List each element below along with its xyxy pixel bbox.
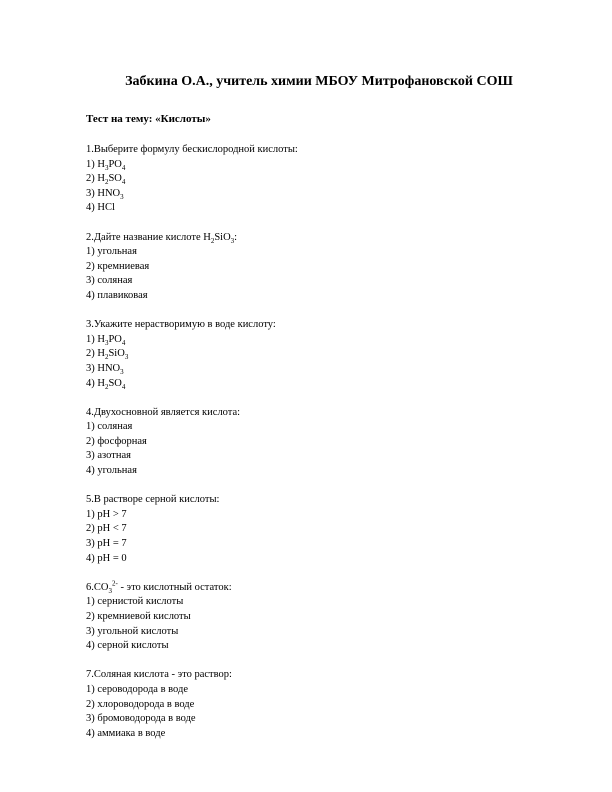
answer-option: 2) кремниевой кислоты xyxy=(86,611,191,622)
answer-option: 2) $H_2SO_4$ xyxy=(86,173,126,187)
question-4 xyxy=(86,406,556,479)
answer-option: 2) хлороводорода в воде xyxy=(86,698,195,710)
answer-option: 4) pH = 0 xyxy=(86,552,127,564)
answer-option: 2) pH < 7 xyxy=(86,523,127,535)
question-title: 3.Укажите нерастворимую в воде кислоту: xyxy=(86,319,276,331)
question-7 xyxy=(86,668,556,741)
question-3 xyxy=(86,318,556,391)
answer-option: 3) соляная xyxy=(86,275,133,287)
answer-option: 2) $H_2SiO_3$ xyxy=(86,348,129,362)
answer-option: 1) $H_3PO_4$ xyxy=(86,158,126,172)
question-title: 5.В растворе серной кислоты: xyxy=(86,494,220,506)
question-title: $6.CO_3^{2-}$ - это кислотный остаток: xyxy=(86,579,232,595)
answer-option: 1) pH > 7 xyxy=(86,508,127,520)
question-title: 2.Дайте название кислоте $H_2SiO_3$: xyxy=(86,231,238,245)
answer-option: 3) $HNO_3$ xyxy=(86,187,124,201)
answer-option: 3) бромоводорода в воде xyxy=(86,713,196,725)
answer-option: 4) аммиака в воде xyxy=(86,727,166,739)
answer-option: 3) азотная xyxy=(86,450,131,462)
answer-option: 4) плавиковая xyxy=(86,289,148,301)
answer-option: 2) кремниевая xyxy=(86,260,150,272)
question-5 xyxy=(86,493,556,566)
answer-option: 3) pH = 7 xyxy=(86,538,127,550)
questions-list xyxy=(86,143,556,756)
answer-option: 1) соляная xyxy=(86,421,133,433)
answer-option: 2) фосфорная xyxy=(86,435,147,447)
question-2 xyxy=(86,231,556,304)
question-title: 7.Соляная кислота - это раствор: xyxy=(86,669,232,681)
page-header xyxy=(0,73,612,91)
question-title: 1.Выберите формулу бескислородной кислоты: xyxy=(86,144,298,155)
answer-option: 4) HCl xyxy=(86,202,115,214)
header-text: Забкина О.А., учитель химии МБОУ Митрофановской СОШ xyxy=(125,74,513,89)
answer-option: 1) угольная xyxy=(86,246,137,258)
test-topic: Тест на тему: «Кислоты» xyxy=(86,113,211,125)
question-1 xyxy=(86,143,556,216)
answer-option: 1) сероводорода в воде xyxy=(86,683,188,695)
answer-option: 4) серной кислоты xyxy=(86,640,169,652)
question-6 xyxy=(86,581,556,654)
question-title: 4.Двухосновной является кислота: xyxy=(86,406,241,418)
answer-option: 3) $HNO_3$ xyxy=(86,362,124,376)
answer-option: 3) угольной кислоты xyxy=(86,625,179,637)
answer-option: 1) $H_3PO_4$ xyxy=(86,333,126,347)
answer-option: 1) сернистой кислоты xyxy=(86,596,184,608)
answer-option: 4) угольная xyxy=(86,465,137,477)
answer-option: 4) $H_2SO_4$ xyxy=(86,377,126,391)
